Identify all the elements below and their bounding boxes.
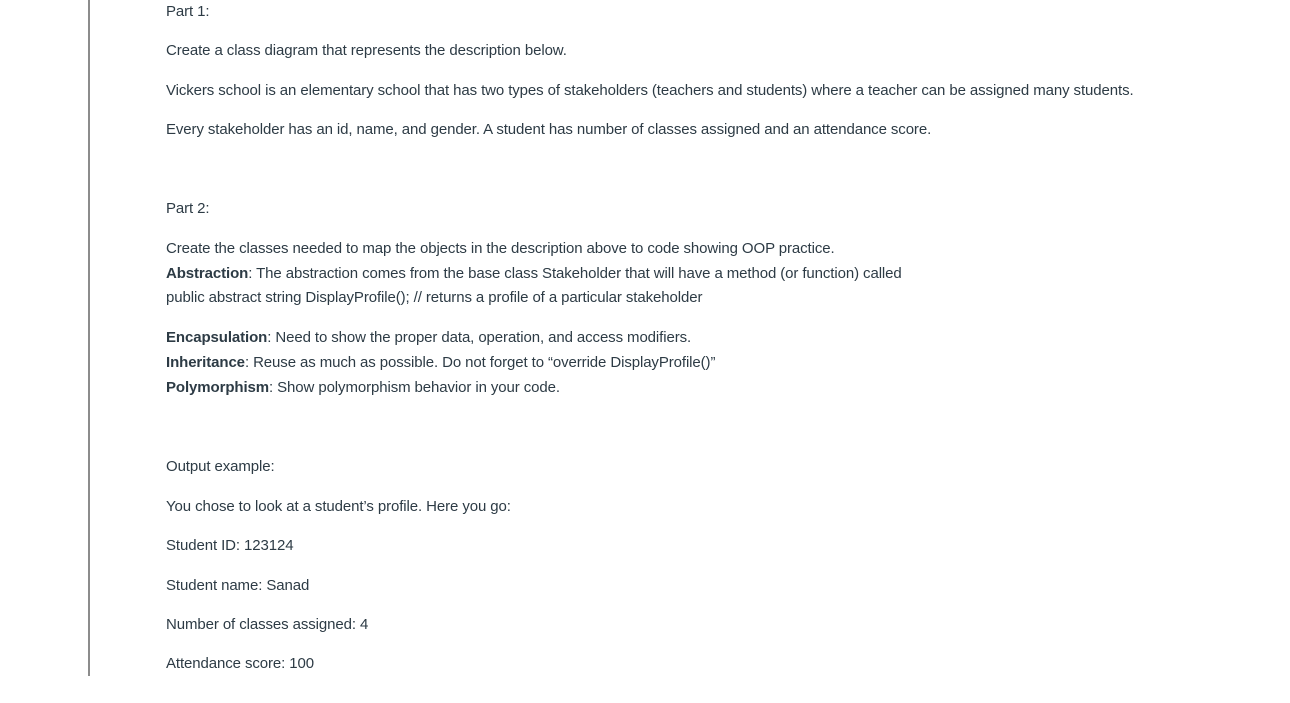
abstraction-term: Abstraction (166, 265, 249, 282)
abstraction-line (166, 264, 902, 283)
polymorphism-term: Polymorphism (166, 379, 269, 396)
abstraction-text: : The abstraction comes from the base class Stakeholder that will have a method (or function) called (248, 265, 902, 282)
part1-description-2: Every stakeholder has an id, name, and gender. A student has number of classes assigned and an attendance score. (166, 121, 932, 138)
output-line-4: Number of classes assigned: 4 (166, 616, 369, 633)
polymorphism-text: : Show polymorphism behavior in your code. (269, 379, 560, 396)
encapsulation-text: : Need to show the proper data, operation, and access modifiers. (267, 329, 692, 346)
part2-heading: Part 2: (166, 200, 210, 217)
encapsulation-term: Encapsulation (166, 329, 268, 346)
content-left-border (88, 0, 90, 676)
inheritance-line (166, 353, 715, 372)
output-heading: Output example: (166, 458, 275, 475)
part1-heading: Part 1: (166, 3, 210, 20)
abstraction-code: public abstract string DisplayProfile(); // returns a profile of a particular stakeholder (166, 289, 703, 306)
part1-description-1: Vickers school is an elementary school that has two types of stakeholders (teachers and students) where a teacher can be assigned many students. (166, 82, 1134, 99)
encapsulation-line (166, 328, 691, 347)
output-line-2: Student ID: 123124 (166, 537, 294, 554)
inheritance-text: : Reuse as much as possible. Do not forget to “override DisplayProfile()” (244, 354, 716, 371)
output-line-1: You chose to look at a student’s profile. Here you go: (166, 498, 511, 515)
output-line-5: Attendance score: 100 (166, 655, 315, 672)
inheritance-term: Inheritance (166, 354, 245, 371)
polymorphism-line (166, 378, 560, 397)
part2-intro: Create the classes needed to map the objects in the description above to code showing OOP practice. (166, 240, 835, 257)
part1-intro: Create a class diagram that represents the description below. (166, 42, 567, 59)
output-line-3: Student name: Sanad (166, 577, 310, 594)
